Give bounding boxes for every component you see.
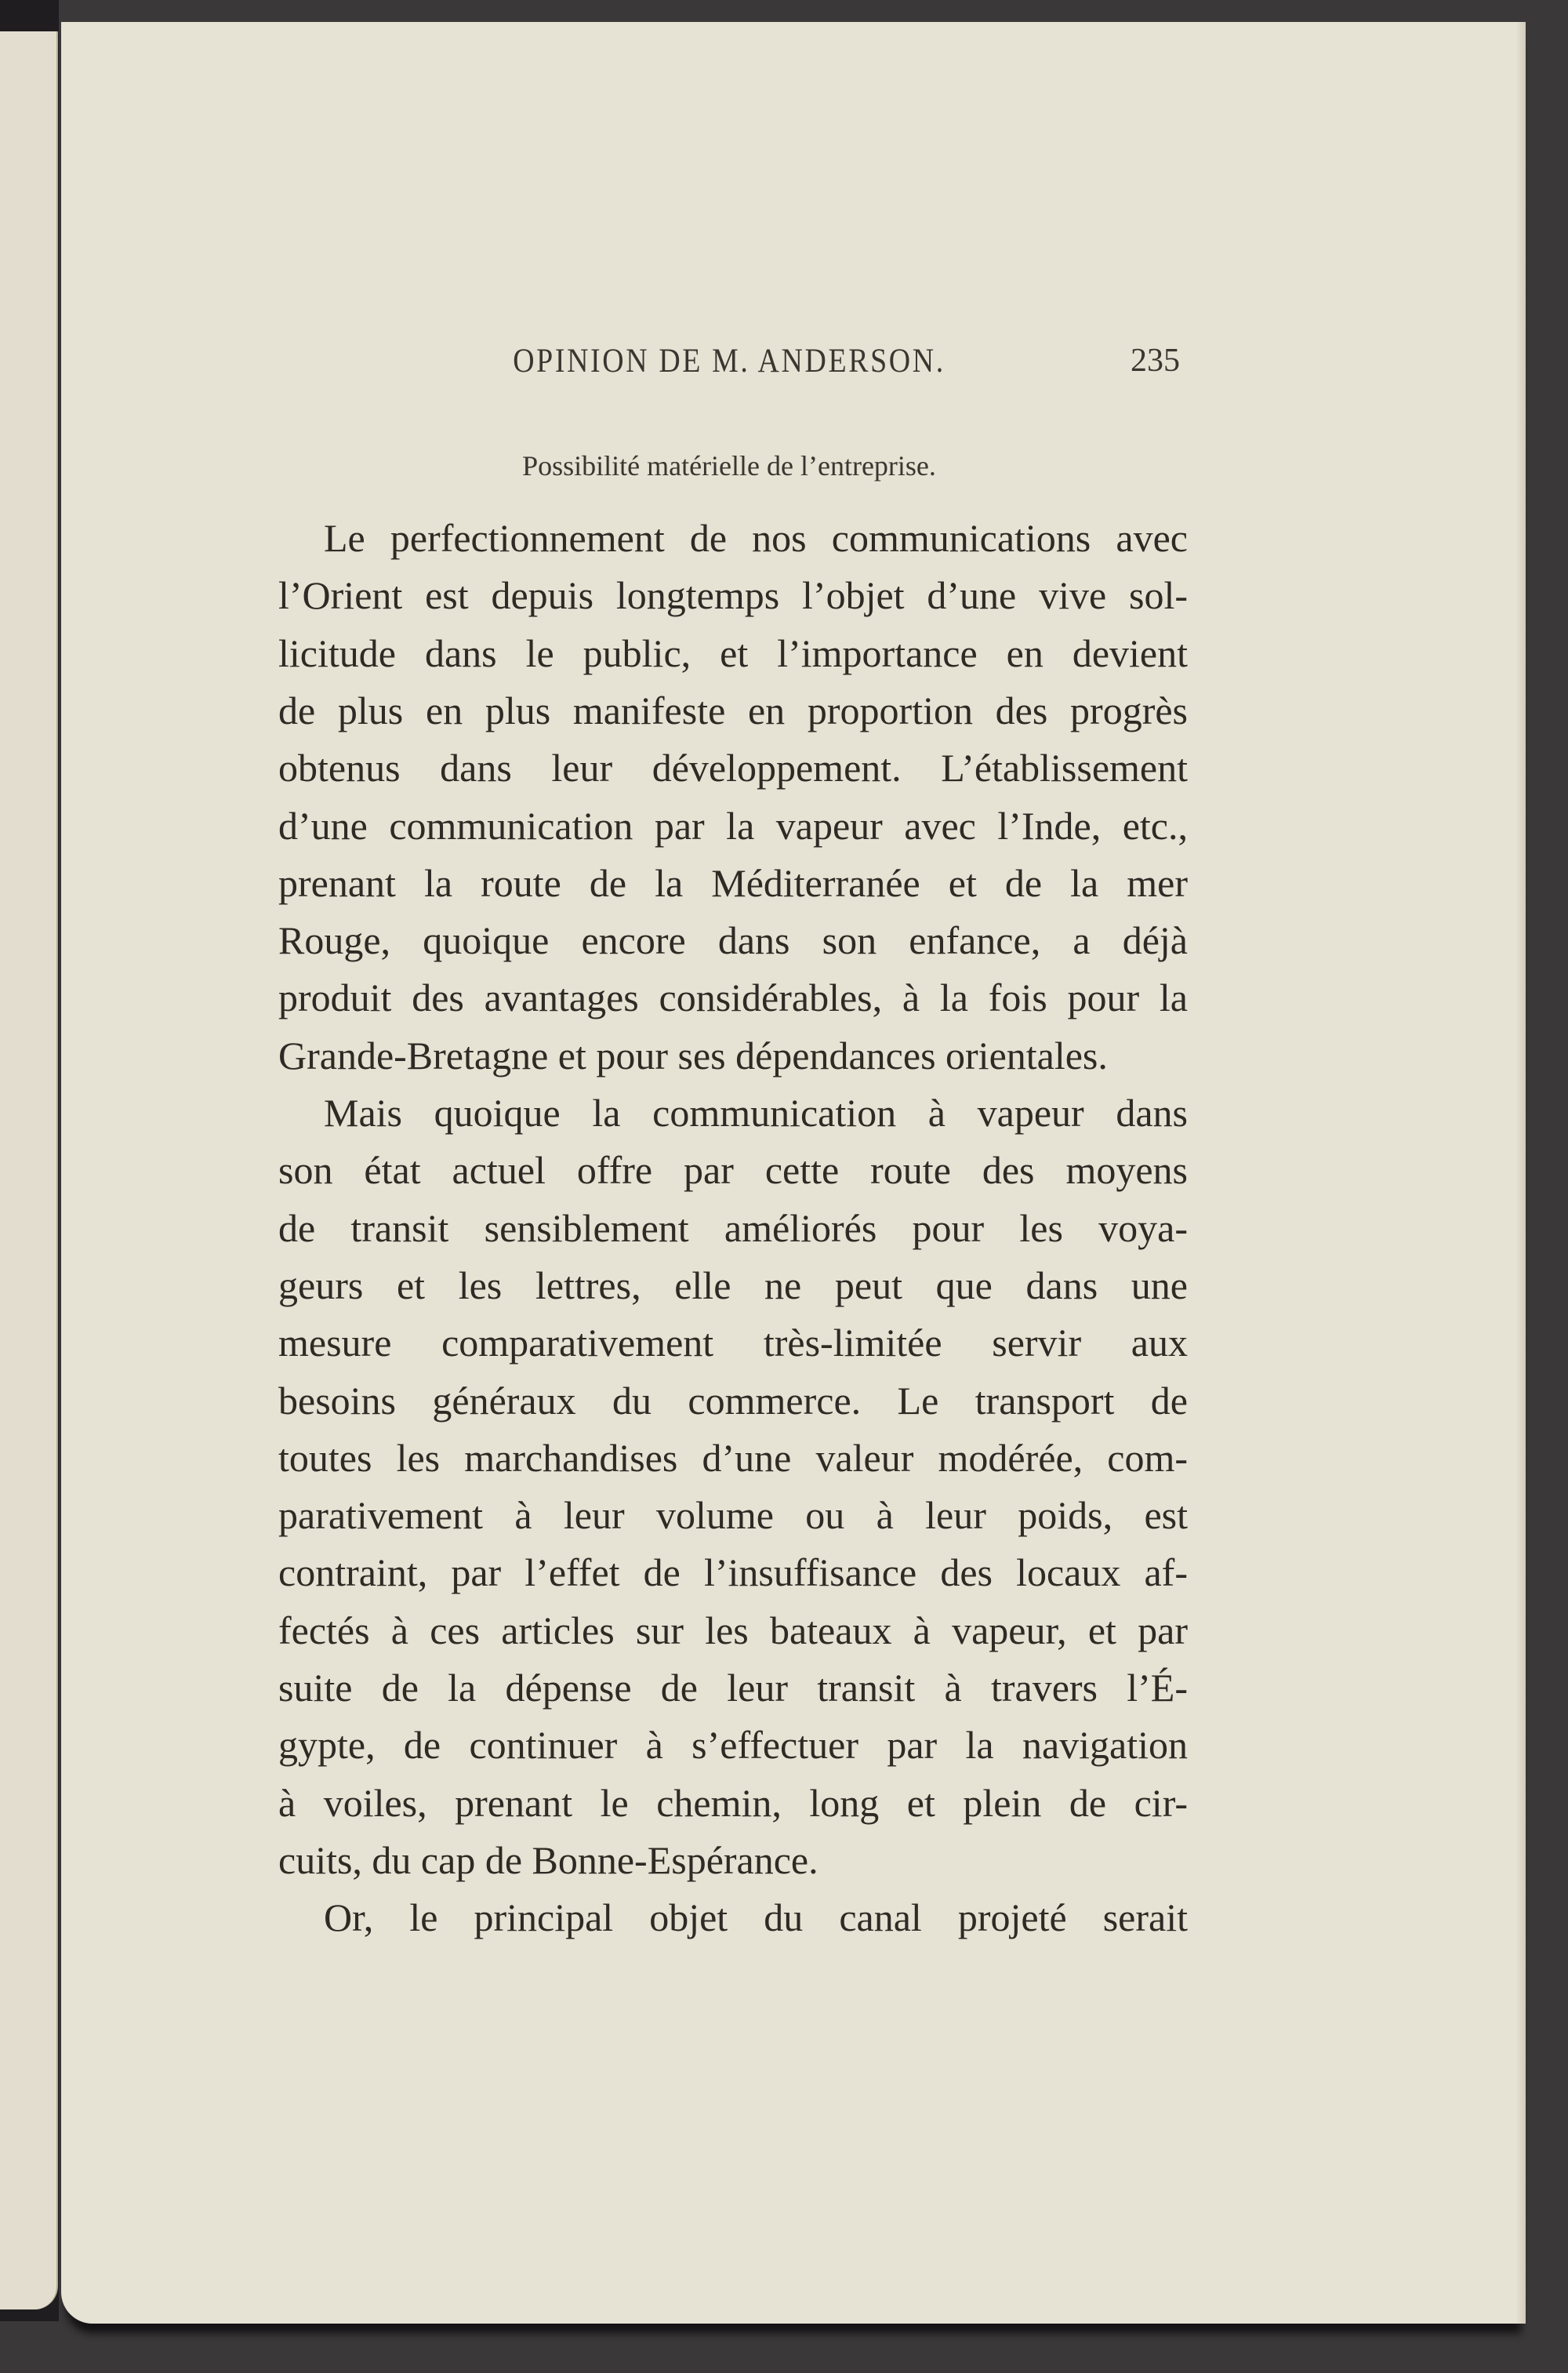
section-title: Possibilité matérielle de l’entreprise. bbox=[522, 450, 936, 482]
text-line: Grande-Bretagne et pour ses dépendances orientales. bbox=[278, 1033, 1108, 1077]
text-line: besoins généraux du commerce. Le transport de bbox=[278, 1378, 1188, 1423]
text-line: cuits, du cap de Bonne-Espérance. bbox=[278, 1837, 818, 1882]
text-line: prenant la route de la Méditerranée et de la mer bbox=[278, 860, 1188, 905]
text-line: l’Orient est depuis longtemps l’objet d’une vive sol- bbox=[278, 573, 1188, 618]
running-head-title: OPINION DE M. ANDERSON. bbox=[513, 343, 946, 380]
text-line: gypte, de continuer à s’effectuer par la navigation bbox=[278, 1723, 1188, 1768]
text-line: contraint, par l’effet de l’insuffisance des locaux af- bbox=[278, 1550, 1188, 1595]
text-line: produit des avantages considérables, à la fois pour la bbox=[278, 976, 1188, 1020]
text-line: suite de la dépense de leur transit à travers l’É- bbox=[278, 1666, 1188, 1710]
facing-page-edge bbox=[0, 31, 58, 2309]
text-line: mesure comparativement très-limitée servir aux bbox=[278, 1321, 1188, 1365]
text-line: son état actuel offre par cette route des moyens bbox=[278, 1148, 1188, 1193]
text-line: parativement à leur volume ou à leur poids, est bbox=[278, 1493, 1188, 1538]
page-number: 235 bbox=[1131, 343, 1180, 379]
text-line: Le perfectionnement de nos communications avec bbox=[324, 516, 1188, 560]
text-line: Rouge, quoique encore dans son enfance, a déjà bbox=[278, 918, 1188, 963]
book-page bbox=[61, 22, 1526, 2324]
text-line: Or, le principal objet du canal projeté serait bbox=[324, 1895, 1188, 1940]
text-line: geurs et les lettres, elle ne peut que dans une bbox=[278, 1263, 1188, 1307]
text-line: obtenus dans leur développement. L’établissement bbox=[278, 746, 1188, 790]
text-line: fectés à ces articles sur les bateaux à vapeur, et par bbox=[278, 1608, 1188, 1652]
text-line: Mais quoique la communication à vapeur dans bbox=[324, 1091, 1188, 1135]
text-line: de transit sensiblement améliorés pour les voya- bbox=[278, 1205, 1188, 1250]
text-line: de plus en plus manifeste en proportion des progrès bbox=[278, 688, 1188, 732]
text-line: licitude dans le public, et l’importance en devient bbox=[278, 630, 1188, 675]
text-line: d’une communication par la vapeur avec l’Inde, etc., bbox=[278, 803, 1188, 848]
text-line: à voiles, prenant le chemin, long et plein de cir- bbox=[278, 1780, 1188, 1825]
text-line: toutes les marchandises d’une valeur modérée, com- bbox=[278, 1435, 1188, 1480]
running-head bbox=[61, 342, 1526, 389]
